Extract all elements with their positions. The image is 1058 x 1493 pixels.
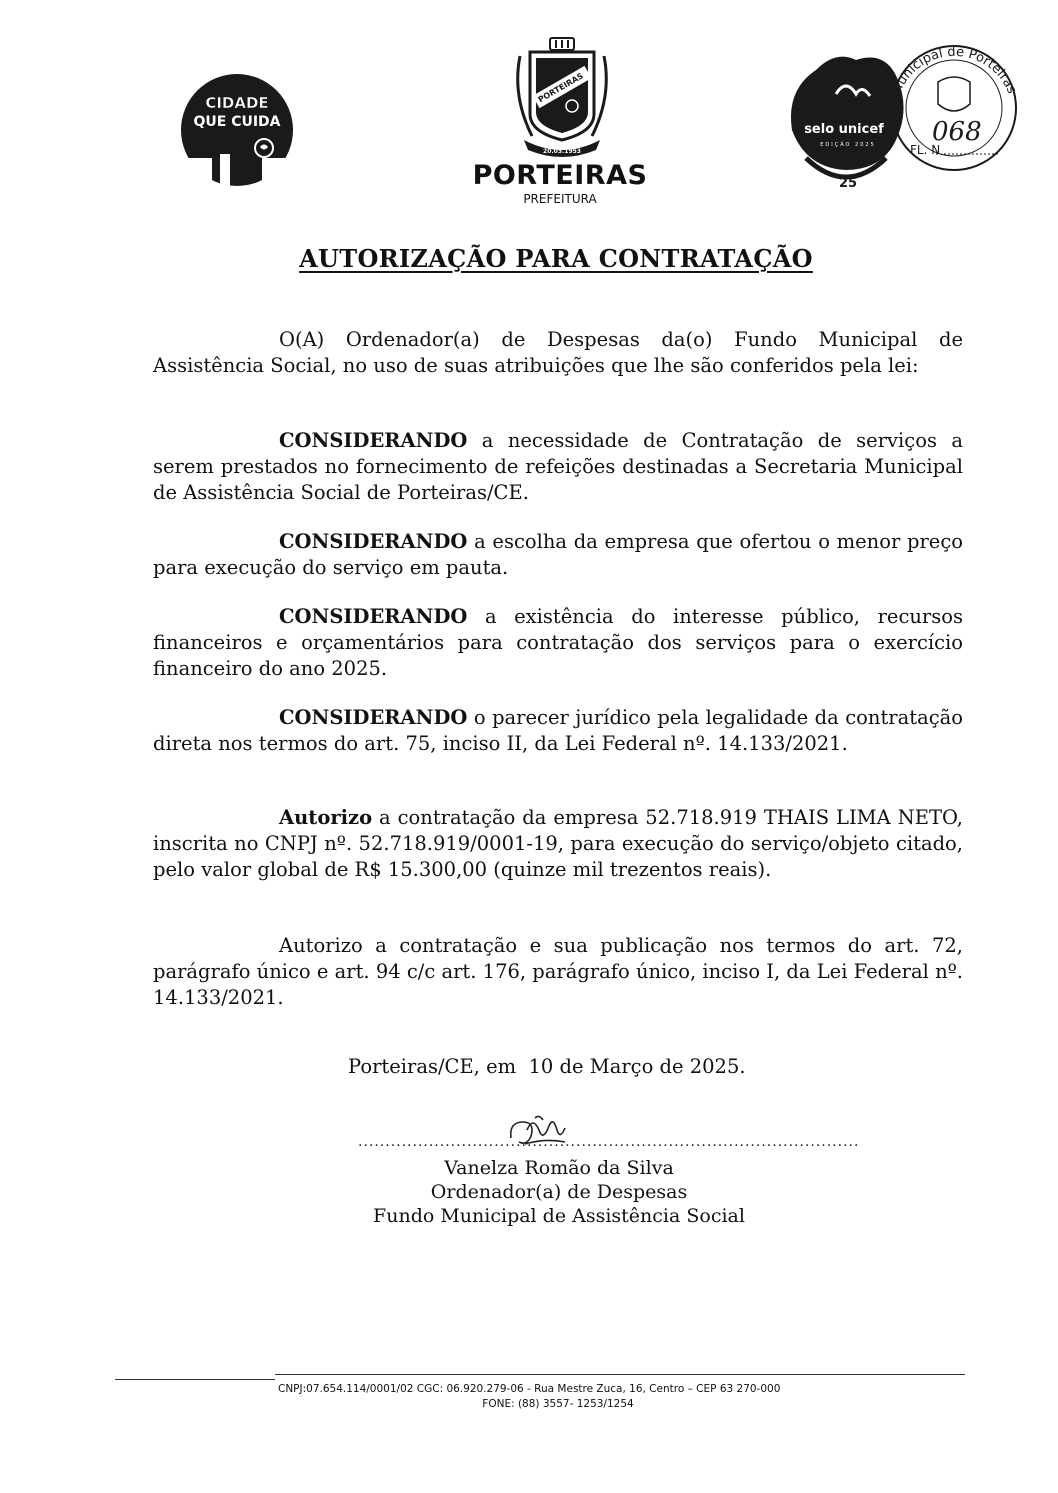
stamp-crest-icon — [938, 77, 970, 111]
unicef-badge — [791, 57, 904, 170]
consideration-keyword: CONSIDERANDO — [279, 530, 468, 553]
consideration-text: a necessidade de Contratação de serviços a serem prestados no fornecimento de refeições destinadas a Secretaria Municipal de Assistência Social de Porteiras/CE. — [153, 429, 963, 504]
footer-phone: FONE: (88) 3557- 1253/1254 — [482, 1398, 634, 1410]
consideration-keyword: CONSIDERANDO — [279, 706, 468, 729]
unicef-edition: EDIÇÃO 2025 — [820, 142, 876, 148]
signer-name: Vanelza Romão da Silva — [444, 1157, 674, 1179]
stamp-page-number: 068 — [932, 117, 982, 147]
publication-paragraph: Autorizo a contratação e sua publicação nos termos do art. 72, parágrafo único e art. 94 c/c art. 176, parágrafo único, inciso I, da Lei Federal nº. 14.133/2021. — [153, 934, 963, 1009]
consideration-keyword: CONSIDERANDO — [279, 605, 468, 628]
signer-role: Ordenador(a) de Despesas — [430, 1181, 688, 1203]
document-title: AUTORIZAÇÃO PARA CONTRATAÇÃO — [299, 244, 813, 273]
consideration-text: a existência do interesse público, recursos financeiros e orçamentários para contratação dos serviços para o exercício financeiro do ano 2025. — [153, 605, 963, 680]
consideration-paragraph — [153, 604, 963, 682]
consideration-text: a escolha da empresa que ofertou o menor preço para execução do serviço em pauta. — [153, 530, 963, 579]
consideration-keyword: CONSIDERANDO — [279, 429, 468, 452]
consideration-text: o parecer jurídico pela legalidade da contratação direta nos termos do art. 75, inciso II, da Lei Federal nº. 14.133/2021. — [153, 706, 963, 755]
unicef-label: selo unicef — [804, 122, 884, 137]
founding-date: 20.03.1953 — [543, 148, 581, 155]
consideration-paragraph — [153, 705, 963, 757]
logo-text-line2: QUE CUIDA — [193, 114, 281, 130]
consideration-paragraph — [153, 428, 963, 506]
unicef-number: 25 — [838, 176, 858, 191]
authorization-keyword: Autorizo — [279, 806, 373, 829]
signature-line: ............................................................................................ — [358, 1134, 860, 1150]
footer-divider — [275, 1374, 965, 1375]
signer-organization: Fundo Municipal de Assistência Social — [373, 1205, 745, 1227]
consideration-paragraph — [153, 529, 963, 581]
authorization-text: a contratação da empresa 52.718.919 THAIS LIMA NETO, inscrita no CNPJ nº. 52.718.919/0001-19, para execução do serviço/objeto citado, pelo valor global de R$ 15.300,00 (quinze mil trezentos reais). — [153, 806, 963, 881]
selo-unicef-and-stamp — [786, 30, 1026, 200]
cidade-que-cuida-logo — [172, 74, 302, 192]
brand-name: PORTEIRAS — [472, 160, 648, 191]
porteiras-coat-of-arms — [510, 36, 614, 162]
stamp-page-label: FL. N — [910, 143, 941, 157]
brand-subtitle: PREFEITURA — [523, 192, 597, 206]
footer-divider-left — [115, 1379, 275, 1380]
stamp-arc-text: Municipal de Porteiras — [888, 44, 1020, 98]
authorization-paragraph — [153, 805, 963, 883]
logo-text-line1: CIDADE — [205, 94, 269, 112]
intro-paragraph: O(A) Ordenador(a) de Despesas da(o) Fundo Municipal de Assistência Social, no uso de suas atribuições que lhe são conferidos pela lei: — [153, 328, 963, 377]
footer-address: CNPJ:07.654.114/0001/02 CGC: 06.920.279-06 - Rua Mestre Zuca, 16, Centro – CEP 63 270-000 — [278, 1383, 781, 1395]
date-line: Porteiras/CE, em 10 de Março de 2025. — [348, 1055, 746, 1078]
shield-banner-text: PORTEIRAS — [536, 71, 585, 105]
